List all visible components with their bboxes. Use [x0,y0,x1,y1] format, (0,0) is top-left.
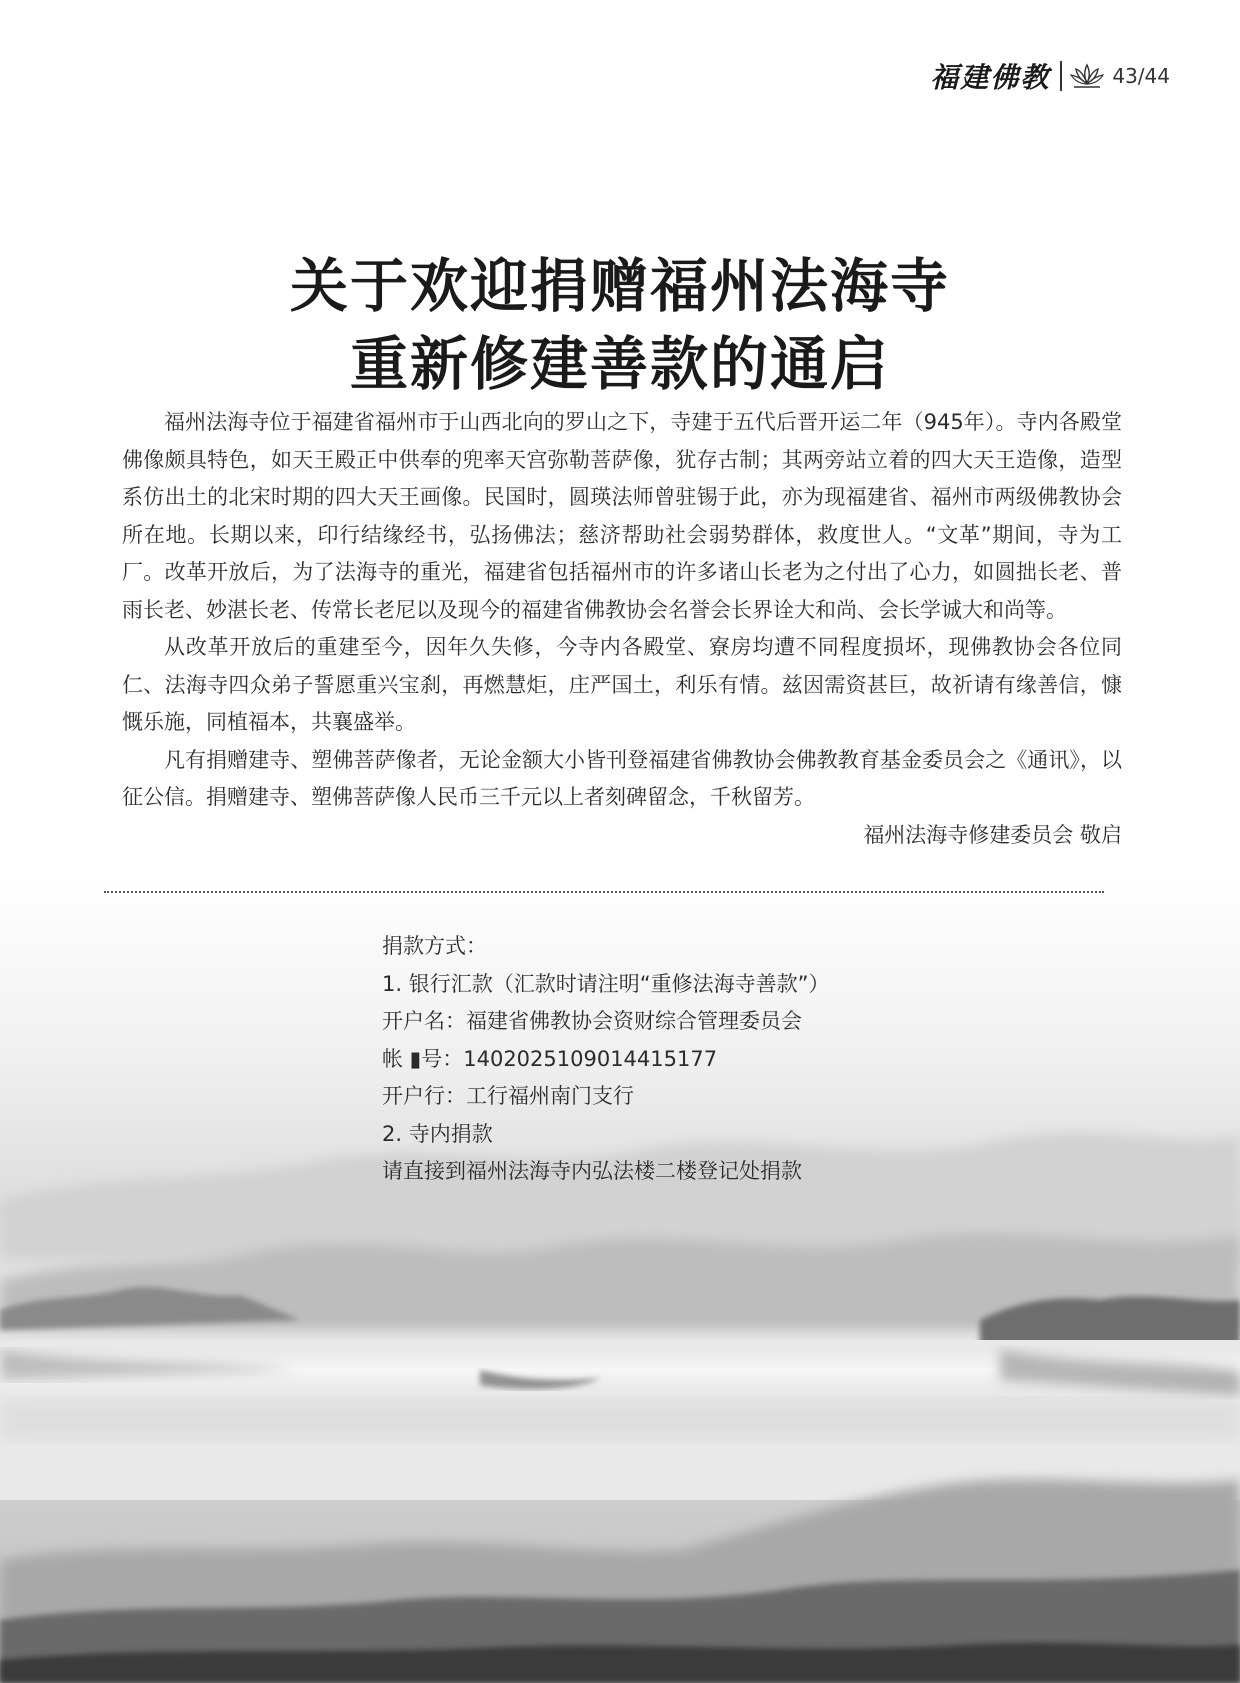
article-title [0,247,1240,403]
donation-method-1: 1. 银行汇款（汇款时请注明“重修法海寺善款”） [382,971,830,996]
article-body [122,404,1122,854]
account-name: 开户名：福建省佛教协会资财综合管理委员会 [382,1009,802,1033]
header-divider [1060,61,1062,91]
account-number: 帐 ▮号：1402025109014415177 [382,1046,718,1071]
dotted-divider [104,891,1104,893]
donation-info [382,928,829,1191]
signature: 福州法海寺修建委员会 敬启 [863,822,1122,847]
bank-branch: 开户行：工行福州南门支行 [382,1084,634,1108]
magazine-brand: 福建佛教 [930,61,1051,94]
body-paragraph-1: 福州法海寺位于福建省福州市于山西北向的罗山之下，寺建于五代后晋开运二年（945年）。寺内各殿堂佛像颇具特色，如天王殿正中供奉的兜率天宫弥勒菩萨像，犹存古制；其两旁站立着的四大天王造像，造型系仿出土的北宋时期的四大天王画像。民国时，圆瑛法师曾驻锡于此，亦为现福建省、福州市两级佛教协会所在地。长期以来，印行结缘经书，弘扬佛法；慈济帮助社会弱势群体，救度世人。“文革”期间，寺为工厂。改革开放后，为了法海寺的重光，福建省包括福州市的许多诸山长老为之付出了心力，如圆拙长老、普雨长老、妙湛长老、传常长老尼以及现今的福建省佛教协会名誉会长界诠大和尚、会长学诚大和尚等。 [122,410,1122,622]
donation-method-2-detail: 请直接到福州法海寺内弘法楼二楼登记处捐款 [382,1159,802,1183]
donation-heading: 捐款方式： [382,934,487,958]
donation-method-2: 2. 寺内捐款 [382,1121,493,1146]
body-paragraph-3: 凡有捐赠建寺、塑佛菩萨像者，无论金额大小皆刊登福建省佛教协会佛教教育基金委员会之《通讯》，以征公信。捐赠建寺、塑佛菩萨像人民币三千元以上者刻碑留念，千秋留芳。 [122,747,1122,809]
title-line-1: 关于欢迎捐赠福州法海寺 [289,251,950,320]
page-header [930,56,1170,96]
title-line-2: 重新修建善款的通启 [349,329,890,398]
body-paragraph-2: 从改革开放后的重建至今，因年久失修，今寺内各殿堂、寮房均遭不同程度损坏，现佛教协会各位同仁、法海寺四众弟子誓愿重兴宝刹，再燃慧炬，庄严国土，利乐有情。兹因需资甚巨，故祈请有缘善信，慷慨乐施，同植福本，共襄盛举。 [122,635,1122,734]
lotus-icon [1070,63,1104,89]
page-number: 43/44 [1112,64,1170,88]
